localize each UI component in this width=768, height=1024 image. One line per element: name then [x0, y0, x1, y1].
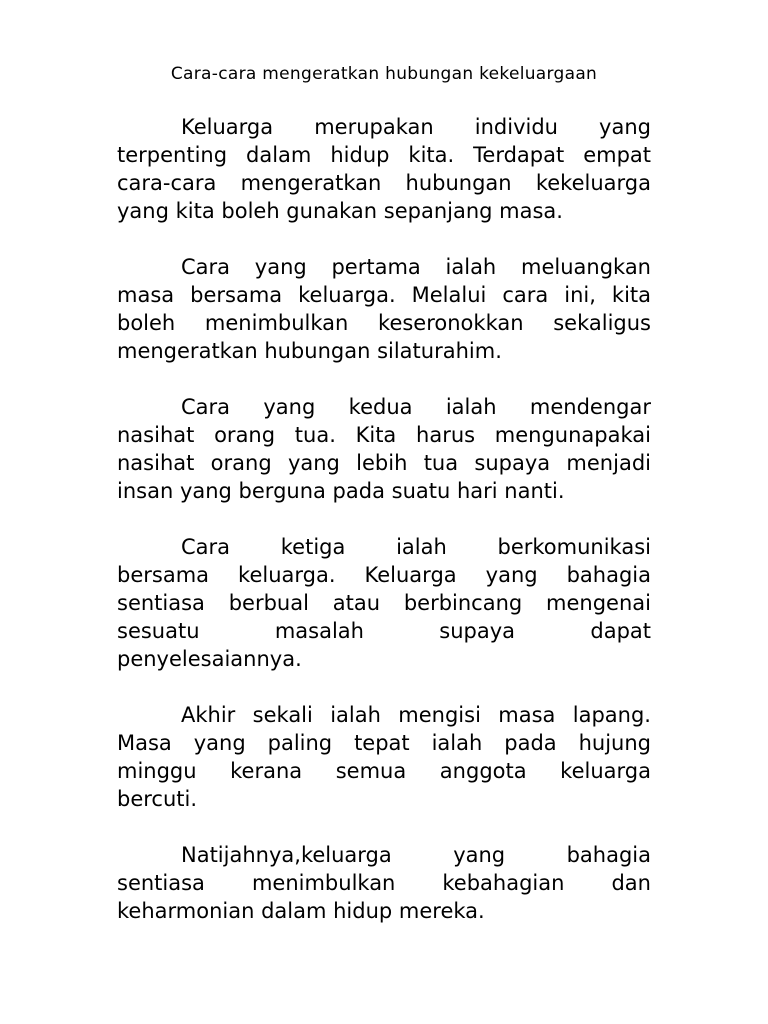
paragraph-line: bercuti. [117, 787, 198, 811]
paragraph-line: Cara ketiga ialah berkomunikasi [181, 535, 651, 559]
paragraph-line: Keluarga merupakan individu yang [181, 115, 651, 139]
paragraph-line: Cara yang pertama ialah meluangkan [181, 255, 651, 279]
paragraph-line: nasihat orang yang lebih tua supaya menjadi [117, 451, 651, 475]
paragraph-line: yang kita boleh gunakan sepanjang masa. [117, 199, 563, 223]
document-title: Cara-cara mengeratkan hubungan kekeluargaan [170, 64, 598, 84]
paragraph [117, 393, 651, 505]
paragraph-line: penyelesaiannya. [117, 647, 302, 671]
paragraph-line: sentiasa menimbulkan kebahagian dan [117, 871, 651, 895]
paragraph-line: mengeratkan hubungan silaturahim. [117, 339, 502, 363]
paragraph-line: Masa yang paling tepat ialah pada hujung [117, 731, 651, 755]
paragraph [117, 253, 651, 365]
paragraph-line: boleh menimbulkan keseronokkan sekaligus [117, 311, 651, 335]
paragraph-line: terpenting dalam hidup kita. Terdapat empat [117, 143, 651, 167]
paragraph-line: Natijahnya,keluarga yang bahagia [181, 843, 651, 867]
paragraph-line: keharmonian dalam hidup mereka. [117, 899, 485, 923]
document-body [117, 113, 651, 925]
paragraph-line: bersama keluarga. Keluarga yang bahagia [117, 563, 651, 587]
paragraph [117, 113, 651, 225]
paragraph-line: minggu kerana semua anggota keluarga [117, 759, 651, 783]
paragraph-line: nasihat orang tua. Kita harus mengunapakai [117, 423, 651, 447]
paragraph [117, 701, 651, 813]
paragraph-line: insan yang berguna pada suatu hari nanti. [117, 479, 565, 503]
paragraph [117, 841, 651, 925]
paragraph-line: cara-cara mengeratkan hubungan kekeluarga [117, 171, 651, 195]
paragraph-line: masa bersama keluarga. Melalui cara ini, kita [117, 283, 651, 307]
paragraph-line: sesuatu masalah supaya dapat [117, 619, 651, 643]
paragraph-line: Cara yang kedua ialah mendengar [181, 395, 651, 419]
paragraph-line: Akhir sekali ialah mengisi masa lapang. [181, 703, 651, 727]
paragraph-line: sentiasa berbual atau berbincang mengenai [117, 591, 651, 615]
paragraph [117, 533, 651, 673]
